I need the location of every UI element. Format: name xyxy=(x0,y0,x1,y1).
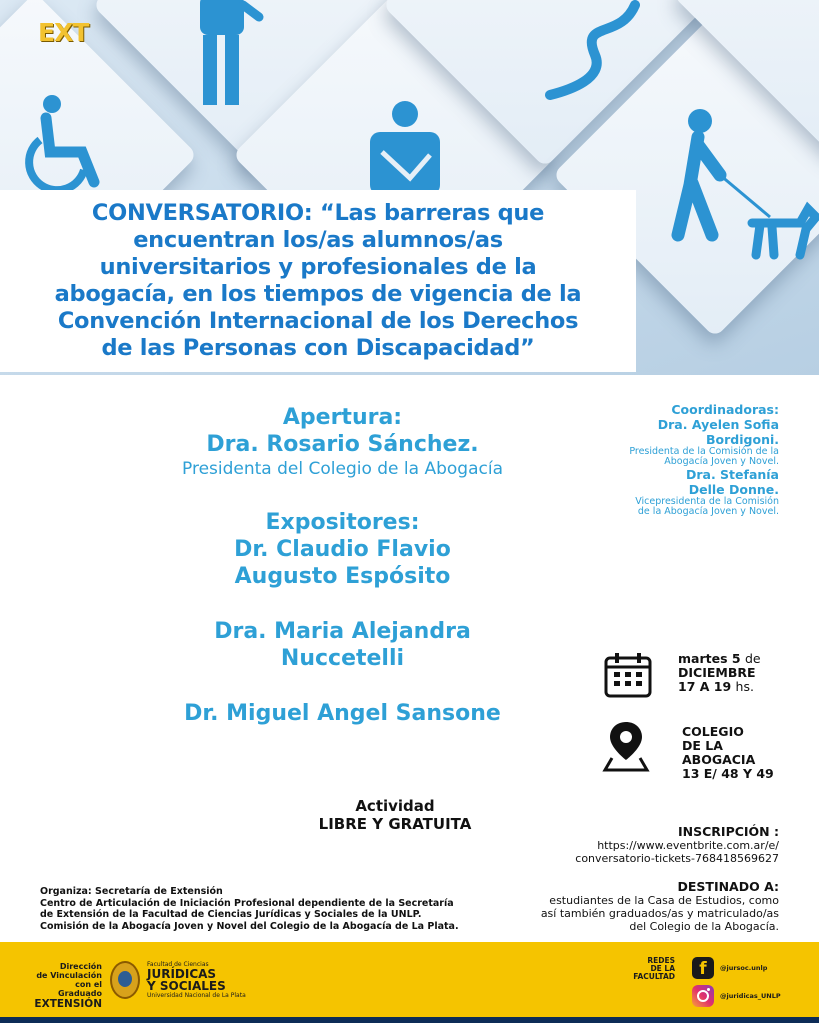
organiza-line: Organiza: Secretaría de Extensión xyxy=(40,886,223,897)
calendar-icon xyxy=(604,652,652,698)
coordinator-role: Abogacía Joven y Novel. xyxy=(664,456,779,467)
organiza-line: Comisión de la Abogacía Joven y Novel del Colegio de la Abogacía de La Plata. xyxy=(40,920,459,932)
coordinator-name: Delle Donne. xyxy=(688,482,779,497)
wheelchair-icon xyxy=(20,90,130,200)
extension-label: EXTENSIÓN xyxy=(34,998,102,1010)
coordinadoras-label: Coordinadoras: xyxy=(671,402,779,417)
redes-line: FACULTAD xyxy=(633,972,675,981)
actividad-line: LIBRE Y GRATUITA xyxy=(318,815,472,833)
university-seal-icon xyxy=(110,961,140,999)
date-month: DICIEMBRE xyxy=(678,665,756,680)
coordinator-name: Bordigoni. xyxy=(706,432,779,447)
apertura-label: Apertura: xyxy=(282,405,403,430)
direccion-line: de Vinculación xyxy=(36,971,102,980)
date-day: 5 xyxy=(731,651,741,666)
speaker-block xyxy=(100,618,585,672)
destinado-label: DESTINADO A: xyxy=(677,879,779,894)
organiza-section xyxy=(40,886,510,932)
destinado-line: estudiantes de la Casa de Estudios, como xyxy=(549,894,779,907)
curve-line-icon xyxy=(540,0,650,110)
facultad-small: Facultad de Ciencias xyxy=(147,961,209,968)
speaker-name: Augusto Espósito xyxy=(234,564,451,589)
title-line: CONVERSATORIO: “Las barreras que xyxy=(91,200,545,226)
apertura-section xyxy=(100,404,585,480)
inscripcion-link[interactable]: https://www.eventbrite.com.ar/e/ xyxy=(597,839,779,852)
facultad-name: JURÍDICAS xyxy=(147,967,217,981)
coordinator-role: de la Abogacía Joven y Novel. xyxy=(637,506,779,517)
date-de: de xyxy=(744,651,761,666)
footer-bar xyxy=(0,942,819,1023)
title-line: abogacía, en los tiempos de vigencia de la xyxy=(54,281,582,307)
facultad-logo xyxy=(147,961,246,999)
universidad-name: Universidad Nacional de La Plata xyxy=(147,992,246,999)
coordinadoras-section xyxy=(559,402,779,517)
speaker-name: Dr. Claudio Flavio xyxy=(234,537,451,562)
inscripcion-section xyxy=(479,824,779,933)
standing-person-icon xyxy=(185,0,265,105)
blind-person-with-guide-dog-icon xyxy=(660,105,819,265)
apertura-role: Presidenta del Colegio de la Abogacía xyxy=(182,459,503,479)
title-line: encuentran los/as alumnos/as xyxy=(133,227,503,253)
title-line: Convención Internacional de los Derechos xyxy=(57,308,579,334)
actividad-line: Actividad xyxy=(355,797,435,815)
redes-line: DE LA xyxy=(650,964,675,973)
event-date xyxy=(678,652,761,694)
expositores-label: Expositores: xyxy=(265,510,420,535)
event-location xyxy=(682,725,774,781)
organiza-line: Centro de Articulación de Iniciación Profesional dependiente de la Secretaría xyxy=(40,897,454,909)
inscripcion-label: INSCRIPCIÓN : xyxy=(678,824,779,839)
direccion-line: Dirección xyxy=(59,962,102,971)
location-line: DE LA xyxy=(682,738,723,753)
instagram-handle[interactable]: @juridicas_UNLP xyxy=(720,992,781,1000)
inscripcion-link[interactable]: conversatorio-tickets-768418569627 xyxy=(575,852,779,865)
coordinator-role: Vicepresidenta de la Comisión xyxy=(635,496,779,507)
direccion-logo xyxy=(30,962,102,1010)
location-line: ABOGACIA xyxy=(682,752,756,767)
apertura-name: Dra. Rosario Sánchez. xyxy=(206,432,479,457)
title-line: de las Personas con Discapacidad” xyxy=(101,335,535,361)
coordinator-role: Presidenta de la Comisión de la xyxy=(629,446,779,457)
direccion-line: con el Graduado xyxy=(58,980,102,998)
location-line: 13 E/ 48 Y 49 xyxy=(682,766,774,781)
speaker-name: Dr. Miguel Angel Sansone xyxy=(184,701,501,726)
footer-stripe xyxy=(0,1017,819,1023)
destinado-line: del Colegio de la Abogacía. xyxy=(629,920,779,933)
date-time-unit: hs. xyxy=(735,679,754,694)
speaker-name: Nuccetelli xyxy=(280,646,405,671)
date-time: 17 A 19 xyxy=(678,679,732,694)
speaker-block xyxy=(100,700,585,727)
actividad-note xyxy=(300,797,490,833)
event-title xyxy=(0,200,636,362)
injured-arm-person-icon xyxy=(360,100,450,195)
speaker-name: Dra. Maria Alejandra xyxy=(214,619,471,644)
location-pin-icon xyxy=(602,720,650,772)
facebook-icon[interactable]: f xyxy=(692,957,714,979)
redes-line: REDES xyxy=(647,956,675,965)
instagram-icon[interactable] xyxy=(692,985,714,1007)
coordinator-name: Dra. Stefanía xyxy=(685,467,779,482)
destinado-line: así también graduados/as y matriculado/as xyxy=(540,907,779,920)
coordinator-name: Dra. Ayelen Sofia xyxy=(657,417,779,432)
expositores-section xyxy=(100,509,585,590)
facebook-handle[interactable]: @jursoc.unlp xyxy=(720,964,768,972)
date-weekday: martes xyxy=(678,651,728,666)
location-line: COLEGIO xyxy=(682,724,744,739)
ext-logo: EXT xyxy=(38,18,89,47)
organiza-line: de Extensión de la Facultad de Ciencias Jurídicas y Sociales de la UNLP. xyxy=(40,909,422,920)
facultad-name: Y SOCIALES xyxy=(147,979,226,993)
title-line: universitarios y profesionales de la xyxy=(99,254,537,280)
redes-label xyxy=(617,957,675,981)
